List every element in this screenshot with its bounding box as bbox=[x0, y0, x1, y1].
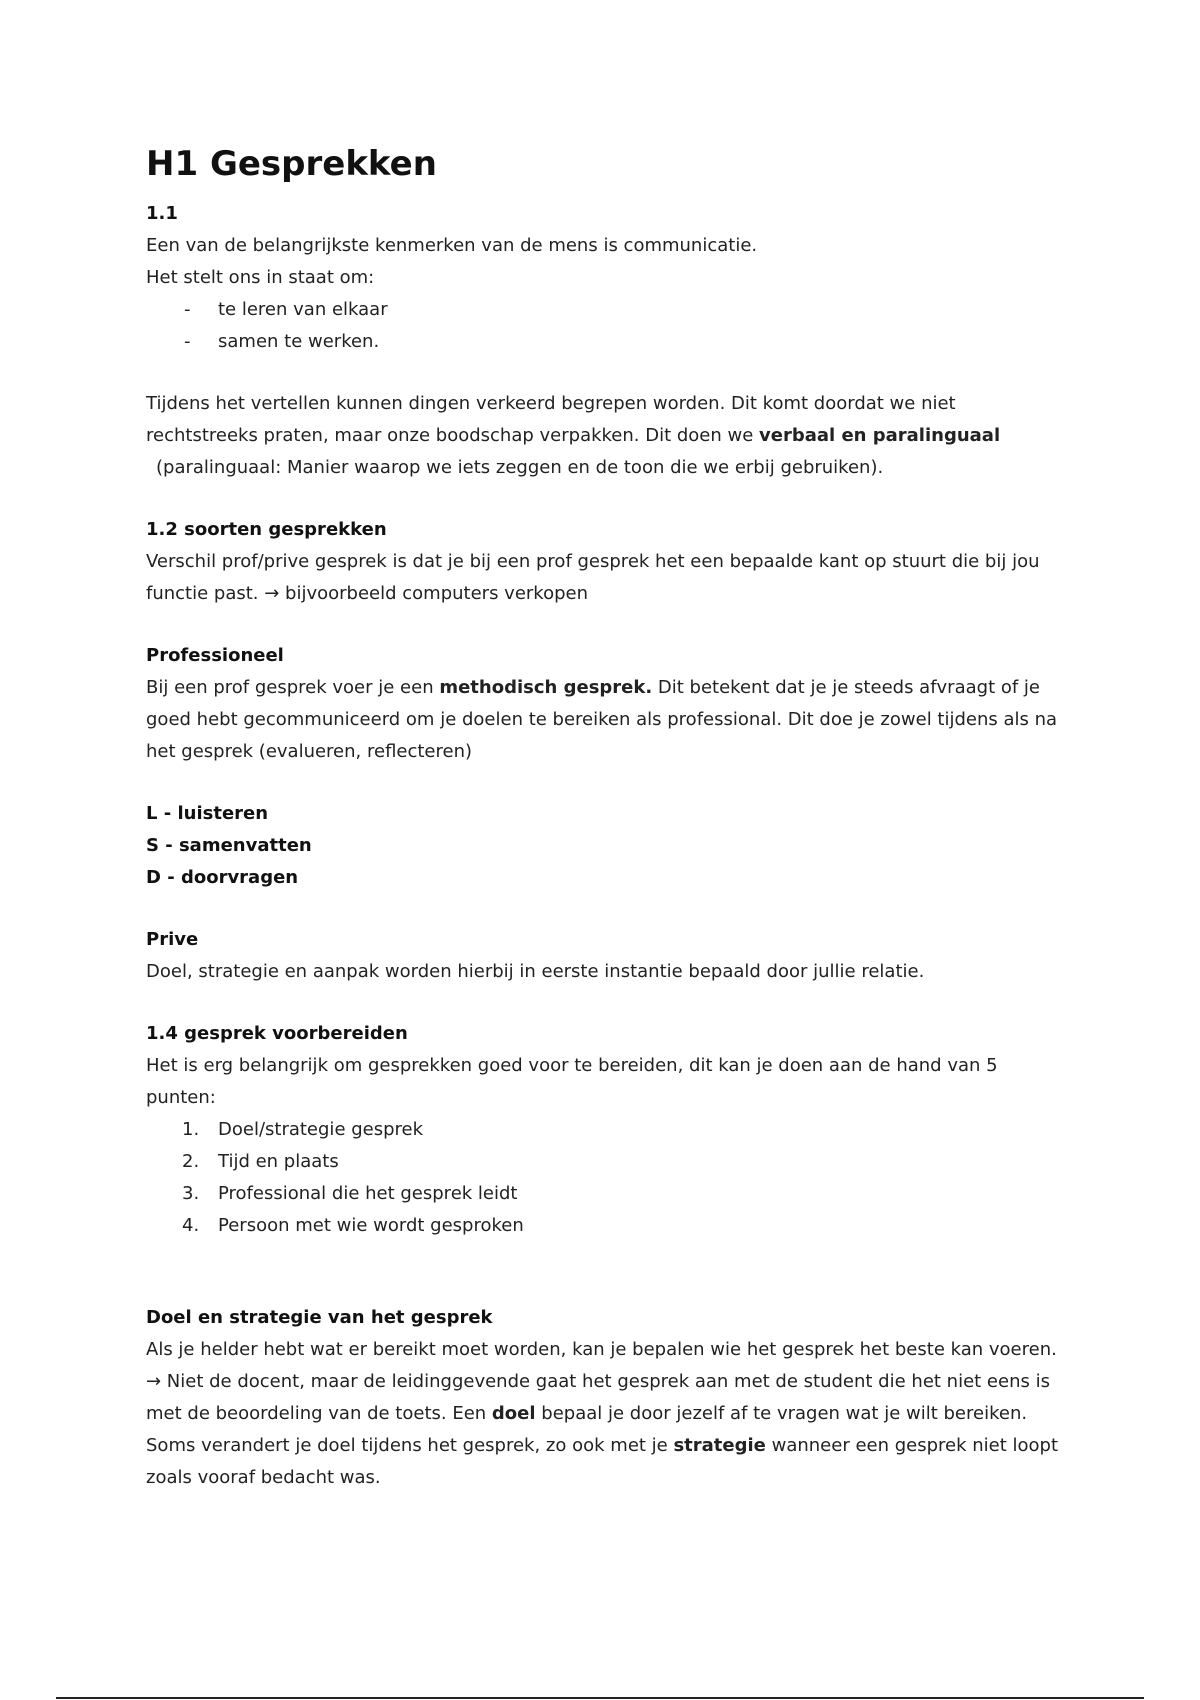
purpose-list bbox=[146, 294, 1066, 358]
lsd-item-d: D - doorvragen bbox=[146, 867, 299, 889]
footer-divider bbox=[56, 1697, 1144, 1699]
prive-heading: Prive bbox=[146, 929, 199, 951]
professioneel-heading: Professioneel bbox=[146, 645, 284, 667]
paralinguaal-note: (paralinguaal: Manier waarop we iets zeggen en de toon die we erbij gebruiken). bbox=[156, 457, 884, 479]
bullet-marker: - bbox=[184, 331, 191, 353]
prive-text: Doel, strategie en aanpak worden hierbij in eerste instantie bepaald door jullie relatie. bbox=[146, 961, 925, 983]
preparation-list bbox=[146, 1114, 1066, 1242]
list-item: - te leren van elkaar bbox=[146, 294, 1066, 326]
doel-strategie-heading: Doel en strategie van het gesprek bbox=[146, 1307, 493, 1329]
professioneel-text: Bij een prof gesprek voer je een methodisch gesprek. Dit betekent dat je je steeds afvraagt of je goed hebt gecommuniceerd om je doelen te bereiken als professional. Dit doe je zowel tijdens als na het gesprek (evalueren, reflecteren) bbox=[146, 677, 1058, 763]
section-1-1-heading: 1.1 bbox=[146, 203, 178, 225]
list-item: 4. Persoon met wie wordt gesproken bbox=[182, 1215, 524, 1237]
bold-term: verbaal en paralinguaal bbox=[759, 425, 1001, 447]
lsd-item-s: S - samenvatten bbox=[146, 835, 312, 857]
bold-term: doel bbox=[491, 1403, 536, 1425]
doel-paragraph: → Niet de docent, maar de leidinggevende gaat het gesprek aan met de student die het niet eens is met de beoordeling van de toets. Een doel bepaal je door jezelf af te vragen wat je wilt bereiken. Soms verandert je doel tijdens het gesprek, zo ook met je strategie wanneer een gesprek niet loopt zoals vooraf bedacht was. bbox=[146, 1371, 1059, 1489]
list-item: 2. Tijd en plaats bbox=[182, 1151, 339, 1173]
section-1-4-heading: 1.4 gesprek voorbereiden bbox=[146, 1023, 408, 1045]
communication-paragraph: Tijdens het vertellen kunnen dingen verkeerd begrepen worden. Dit komt doordat we niet rechtstreeks praten, maar onze boodschap verpakken. Dit doen we verbaal en paralinguaal bbox=[146, 393, 1001, 447]
lsd-item-l: L - luisteren bbox=[146, 803, 269, 825]
section-1-2-text: Verschil prof/prive gesprek is dat je bij een prof gesprek het een bepaalde kant op stuurt die bij jou functie past. → bijvoorbeeld computers verkopen bbox=[146, 551, 1040, 605]
doel-line-1: Als je helder hebt wat er bereikt moet worden, kan je bepalen wie het gesprek het beste kan voeren. bbox=[146, 1339, 1057, 1361]
bullet-marker: - bbox=[184, 299, 191, 321]
bold-term: methodisch gesprek. bbox=[439, 677, 653, 699]
section-1-4-text: Het is erg belangrijk om gesprekken goed voor te bereiden, dit kan je doen aan de hand van 5 punten: bbox=[146, 1055, 998, 1109]
list-item: 3. Professional die het gesprek leidt bbox=[182, 1183, 518, 1205]
page-title: H1 Gesprekken bbox=[146, 144, 437, 184]
bold-term: strategie bbox=[673, 1435, 766, 1457]
intro-line-2: Het stelt ons in staat om: bbox=[146, 267, 375, 289]
intro-line-1: Een van de belangrijkste kenmerken van de mens is communicatie. bbox=[146, 235, 758, 257]
list-item: - samen te werken. bbox=[146, 326, 1066, 358]
section-1-2-heading: 1.2 soorten gesprekken bbox=[146, 519, 387, 541]
document-page bbox=[146, 142, 1066, 1494]
list-item: 1. Doel/strategie gesprek bbox=[182, 1119, 424, 1141]
